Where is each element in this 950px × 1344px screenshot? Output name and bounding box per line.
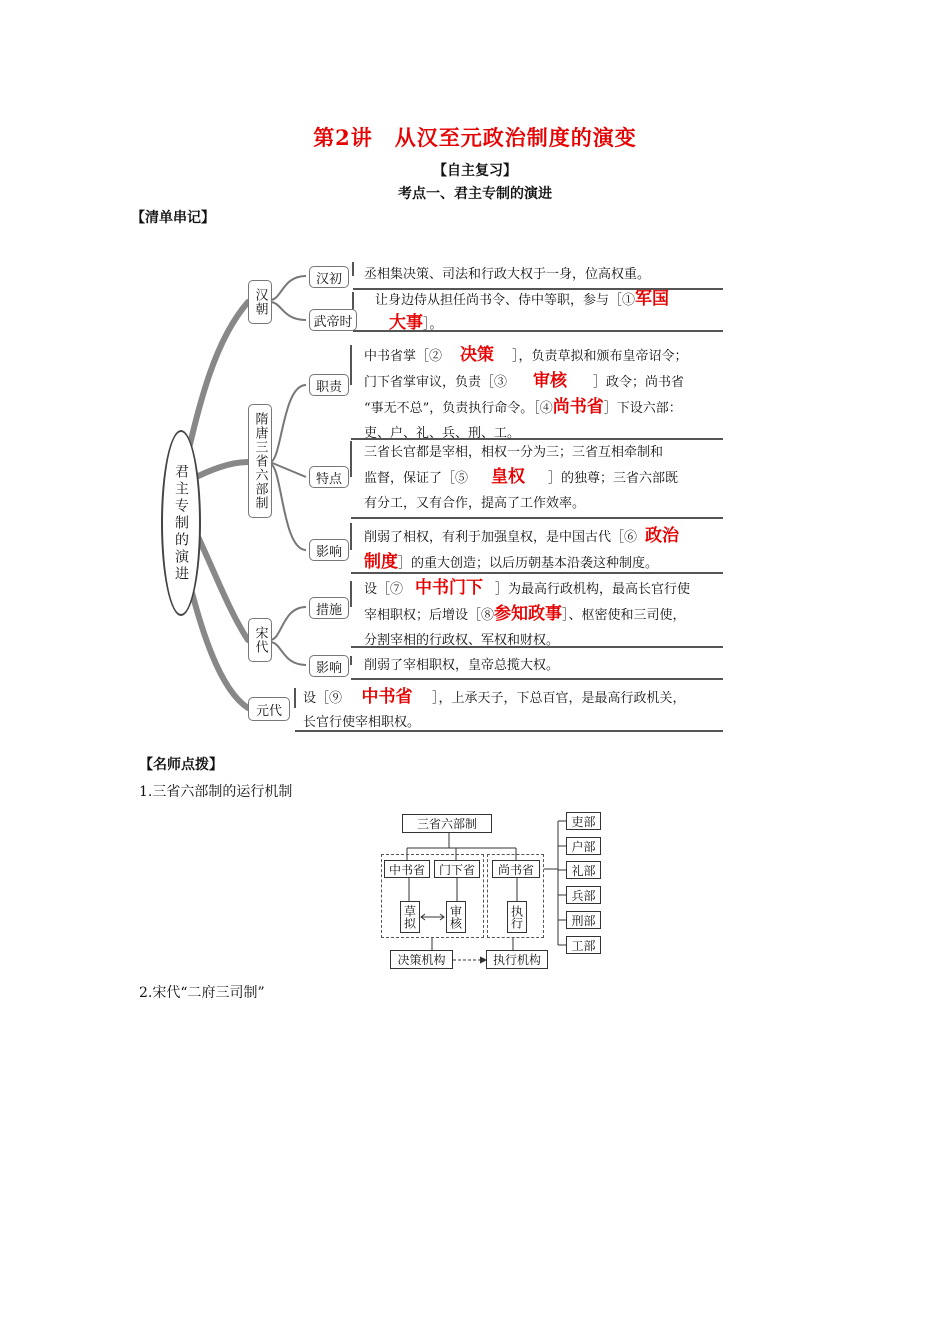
answer-9: 中书省 (361, 687, 413, 707)
suitang-node: 隋唐三省六部制 (248, 404, 272, 518)
song-measures-text: 设［⑦ 中书门下 ］为最高行政机构，最高长官行使 宰相职权；后增设［⑧参知政事］、枢密使和三司使， 分割宰相的行政权、军权和财权。 (364, 578, 691, 648)
features-text: 三省长官都是宰相，相权一分为三；三省互相牵制和 监督，保证了［⑤ 皇权 ］的独尊；三省六部既 有分工，又有合作，提高了工作效率。 (364, 445, 679, 511)
answer-8: 参知政事 (494, 604, 563, 624)
han-early-node: 汉初 (309, 266, 349, 288)
answer-6b: 制度 (364, 552, 398, 572)
list-header: 【清单串记】 (131, 210, 215, 226)
ministry-node: 户部 (566, 837, 601, 855)
topic-heading: 考点一、君主专制的演进 (398, 186, 552, 202)
han-early-text: 丞相集决策、司法和行政大权于一身，位高权重。 (364, 267, 651, 282)
exec-org-node: 执行机构 (486, 950, 548, 969)
zhongshu-node: 中书省 (384, 860, 430, 878)
yuan-dynasty-node: 元代 (248, 697, 290, 721)
section-heading: 【自主复习】 (433, 163, 517, 179)
answer-1a: 军国 (635, 289, 670, 309)
answer-4: 尚书省 (552, 397, 604, 417)
teacher-header: 【名师点拨】 (139, 757, 223, 773)
answer-6a: 政治 (645, 526, 680, 546)
ministry-node: 兵部 (566, 886, 601, 904)
song-measures-node: 措施 (309, 597, 349, 619)
page-title: 第2讲 从汉至元政治制度的演变 (313, 125, 637, 150)
draft-node: 草拟 (400, 901, 420, 933)
menxia-node: 门下省 (434, 860, 480, 878)
song-dynasty-node: 宋代 (248, 618, 272, 662)
answer-3: 审核 (533, 371, 568, 391)
yuan-text: 设［⑨ 中书省 ］，上承天子，下总百官，是最高行政机关， 长官行使宰相职权。 (303, 687, 686, 730)
ministry-node: 工部 (566, 936, 601, 954)
answer-1b: 大事 (389, 313, 423, 333)
diagram-top-node: 三省六部制 (402, 814, 492, 833)
item-1: 1.三省六部制的运行机制 (139, 784, 293, 800)
ministry-node: 刑部 (566, 911, 601, 929)
song-impact-text: 削弱了宰相职权，皇帝总揽大权。 (364, 658, 560, 673)
shangshu-node: 尚书省 (492, 860, 540, 878)
song-impact-node: 影响 (309, 655, 349, 677)
suitang-impact-node: 影响 (309, 539, 349, 561)
item-2: 2.宋代“二府三司制” (139, 985, 265, 1001)
root-label: 君主专制的演进 (173, 463, 189, 583)
suitang-impact-text: 削弱了相权，有利于加强皇权，是中国古代［⑥ 政治 制度］的重大创造；以后历朝基本沿袭这种制度。 (364, 526, 680, 572)
answer-5: 皇权 (491, 467, 526, 487)
han-wudi-text: 让身边侍从担任尚书令、侍中等职，参与［①军国 大事］。 (375, 289, 670, 333)
han-wudi-node: 武帝时 (309, 309, 357, 331)
decision-org-node: 决策机构 (390, 950, 453, 969)
answer-2: 决策 (460, 345, 495, 365)
han-dynasty-node: 汉朝 (248, 280, 272, 324)
features-node: 特点 (309, 466, 349, 488)
ministry-node: 吏部 (566, 812, 601, 830)
review-node: 审核 (446, 901, 466, 933)
duties-node: 职责 (309, 374, 349, 396)
answer-7: 中书门下 (415, 578, 484, 598)
execute-node: 执行 (507, 901, 527, 933)
ministry-node: 礼部 (566, 861, 601, 879)
duties-text: 中书省掌［② 决策 ］，负责草拟和颁布皇帝诏令； 门下省掌审议，负责［③ 审核 ］政令；尚书省 “事无不总”，负责执行命令。［④尚书省］下设六部： 吏、户、礼、兵、刑、工。 (364, 345, 688, 441)
